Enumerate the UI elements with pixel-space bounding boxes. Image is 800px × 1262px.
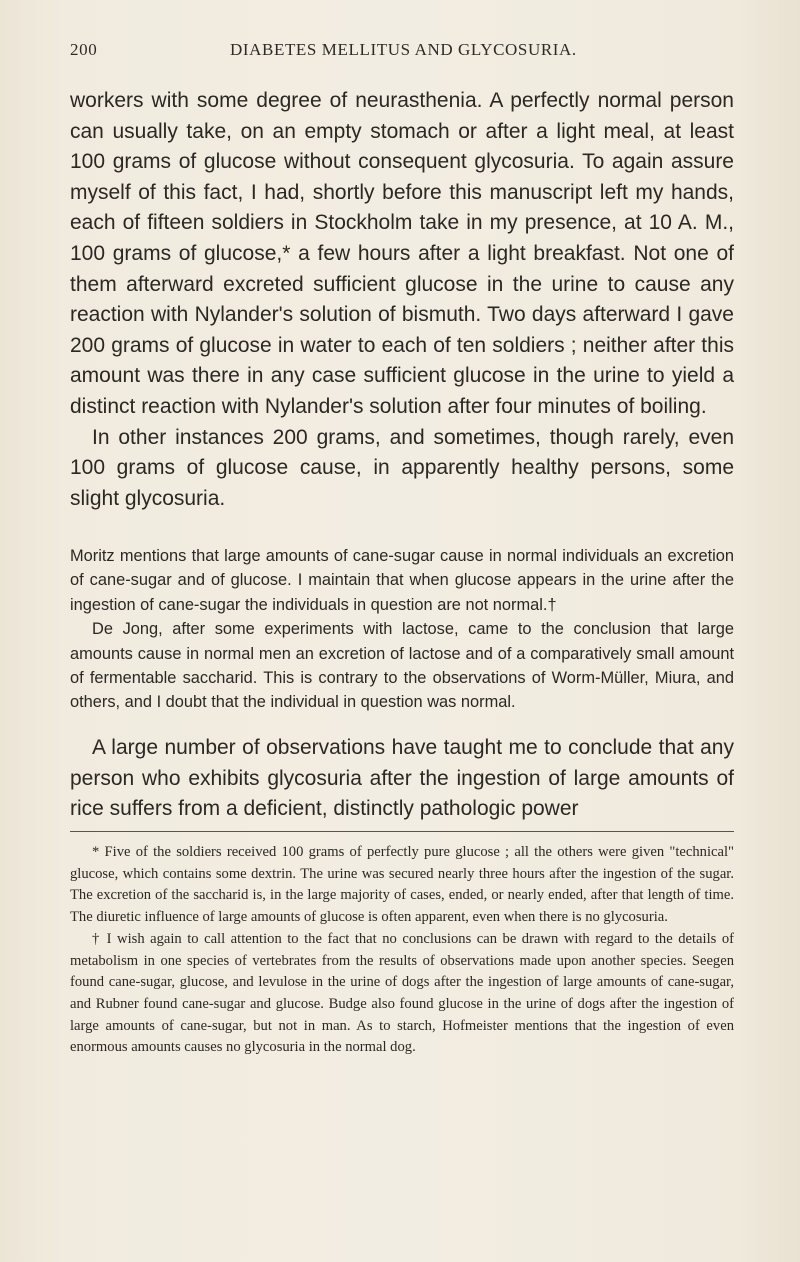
page-number: 200 — [70, 40, 98, 59]
paragraph-moritz: Moritz mentions that large amounts of cane-sugar cause in normal individuals an excretion of cane-sugar and of glucose. I maintain that when glucose appears in the urine after the ingestion of cane-sugar the individuals in question are not normal.† — [70, 547, 734, 614]
running-title: DIABETES MELLITUS AND GLYCOSURIA. — [230, 40, 577, 59]
running-head — [70, 40, 730, 62]
paragraph-de-jong: De Jong, after some experiments with lactose, came to the conclusion that large amounts cause in normal men an excretion of lactose and of a comparatively small amount of fermentable saccharid. This is contrary to the observations of Worm-Müller, Miura, and others, and I doubt that the individual in question was normal. — [70, 620, 734, 712]
main-text-block-2 — [70, 733, 734, 825]
footnote-dagger: † I wish again to call attention to the fact that no conclusions can be drawn with regard to the details of metabolism in one species of vertebrates from the results of observations made upon another species. Seegen found cane-sugar, glucose, and levulose in the urine of dogs after the ingestion of large amounts of cane-sugar, and Rubner found cane-sugar and glucose. Budge also found glucose in the urine of dogs after the ingestion of large amounts of cane-sugar, but not in man. As to starch, Hofmeister mentions that the ingestion of even enormous amounts causes no glycosuria in the normal dog. — [70, 930, 734, 1056]
paragraph-other-instances: In other instances 200 grams, and sometimes, though rarely, even 100 grams of glucose cause, in apparently healthy persons, some slight glycosuria. — [70, 425, 734, 510]
paragraph-rice: A large number of observations have taught me to conclude that any person who exhibits glycosuria after the ingestion of large amounts of rice suffers from a deficient, distinctly pathologic power — [70, 736, 734, 821]
footnotes — [70, 842, 734, 1059]
paragraph-continuation: workers with some degree of neurasthenia. A perfectly normal person can usually take, on an empty stomach or after a light meal, at least 100 grams of glucose without consequent glycosuria. To again assure myself of this fact, I had, shortly before this manuscript left my hands, each of fifteen soldiers in Stockholm take in my presence, at 10 A. M., 100 grams of glucose,* a few hours after a light breakfast. Not one of them afterward excreted sufficient glucose in the urine to cause any reaction with Nylander's solution of bismuth. Two days afterward I gave 200 grams of glucose in water to each of ten soldiers ; neither after this amount was there in any case sufficient glucose in the urine to yield a distinct reaction with Nylander's solution after four minutes of boiling. — [70, 89, 734, 418]
small-print-block — [70, 544, 734, 715]
footnote-divider — [70, 831, 734, 832]
footnote-asterisk: * Five of the soldiers received 100 grams of perfectly pure glucose ; all the others were given "technical" glucose, which contains some dextrin. The urine was secured nearly three hours after the ingestion of the sugar. The excretion of the saccharid is, in the large majority of cases, ended, or nearly ended, after that length of time. The diuretic influence of large amounts of glucose is often apparent, even when there is no glycosuria. — [70, 844, 734, 926]
main-text-block — [70, 86, 734, 514]
